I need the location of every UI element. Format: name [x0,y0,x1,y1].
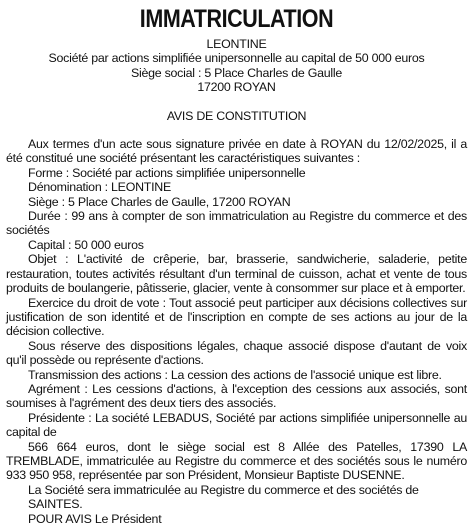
paragraph-agrement: Agrément : Les cessions d'actions, à l'exception des cessions aux associés, sont soumises à l'agrément des deux tiers des associés. [6,381,467,411]
paragraph-reserve: Sous réserve des dispositions légales, chaque associé dispose d'autant de voix qu'il possède ou représente d'actions. [6,338,467,368]
company-seat: Siège social : 5 Place Charles de Gaulle [130,65,343,80]
paragraph-forme: Forme : Société par actions simplifiée unipersonnelle [28,165,306,180]
notice-title: AVIS DE CONSTITUTION [166,108,307,123]
company-name: LEONTINE [206,37,267,51]
paragraph-immatriculation: La Société sera immatriculée au Registre du commerce et des sociétés de SAINTES. [28,482,419,512]
spacer [6,95,467,109]
paragraph-presidente: Présidente : La société LEBADUS, Société par actions simplifiée unipersonnelle au capital de [6,410,467,440]
paragraph-intro: Aux termes d'un acte sous signature privée en date à ROYAN du 12/02/2025, il a été constitué une société présentant les caractéristiques suivantes : [6,137,467,166]
paragraph-denomination: Dénomination : LEONTINE [28,180,171,195]
company-city: 17200 ROYAN [197,80,276,95]
spacer [6,123,467,137]
paragraph-signature: POUR AVIS Le Président [28,511,162,526]
paragraph-vote: Exercice du droit de vote : Tout associé peut participer aux décisions collectives sur justification de son identité et de l'inscription en compte de ses actions au jour de la décision collective. [6,295,467,339]
paragraph-presidente-continued: 566 664 euros, dont le siège social est 8 Allée des Patelles, 17390 LA TREMBLADE, immatriculée au Registre du commerce et des sociétés sous le numéro 933 950 958, représentée par son Président, Monsieur Baptiste DUSENNE. [6,439,467,483]
paragraph-siege: Siège : 5 Place Charles de Gaulle, 17200 ROYAN [28,194,291,209]
paragraph-duree: Durée : 99 ans à compter de son immatriculation au Registre du commerce et des sociétés [6,209,467,238]
notice-body [6,37,467,526]
paragraph-capital: Capital : 50 000 euros [28,237,144,252]
paragraph-objet: Objet : L'activité de crêperie, bar, brasserie, sandwicherie, saladerie, petite restauration, toutes activités résultant d'un terminal de cuisson, achat et vente de tous produits de boulangerie, pâtisserie, glacier, vente à consommer sur place et à emporter. [6,252,467,296]
paragraph-transmission: Transmission des actions : La cession des actions de l'associé unique est libre. [28,367,442,382]
company-form-capital: Société par actions simplifiée unipersonnelle au capital de 50 000 euros [48,51,425,66]
notice-heading: IMMATRICULATION [139,5,334,33]
